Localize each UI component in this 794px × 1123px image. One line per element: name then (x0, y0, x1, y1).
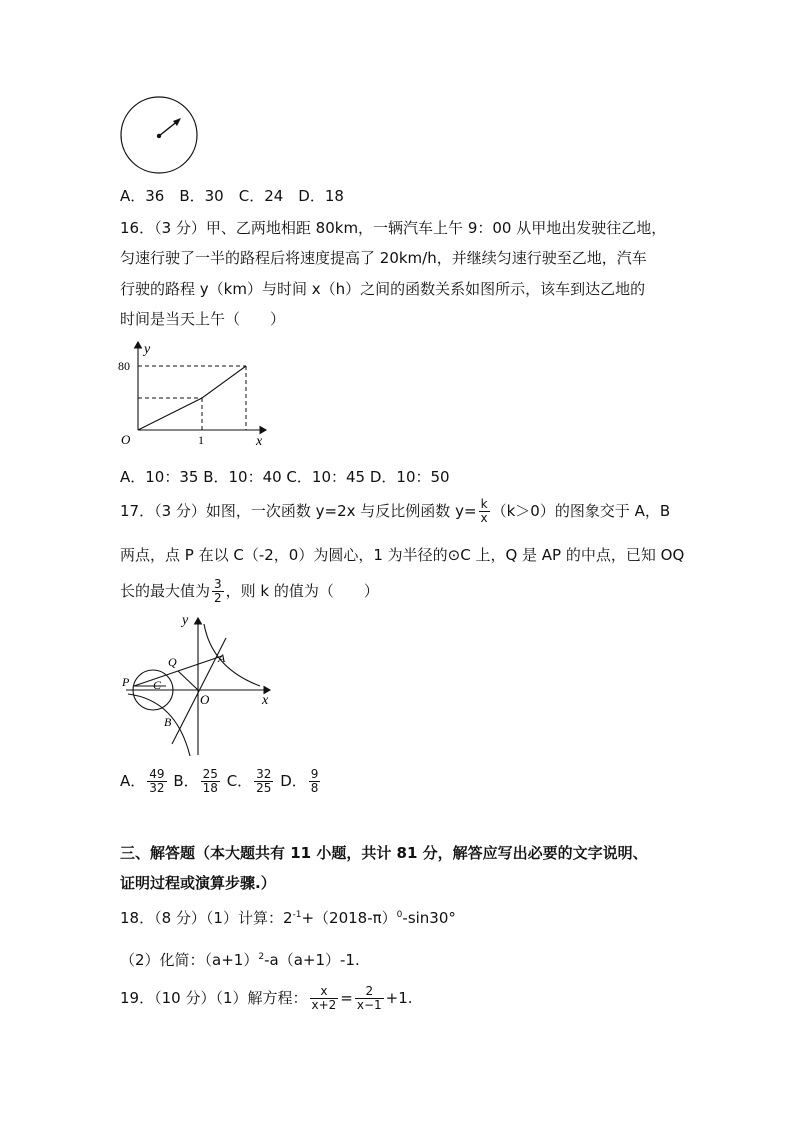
q18-p1-exp1: -1 (292, 910, 302, 920)
q19-line (120, 985, 413, 1012)
q18-p2-b: -a（a+1）-1. (264, 951, 360, 969)
label-a: A (218, 651, 226, 665)
label-c: C (153, 678, 162, 692)
label-b: B (164, 715, 172, 729)
hyperbola-upper (204, 624, 260, 686)
q16-graph (116, 338, 276, 450)
segment-oq (178, 671, 198, 690)
q19-f1-den: x+2 (311, 998, 337, 1012)
q19-a: 19．（10 分）（1）解方程： (120, 989, 308, 1007)
q19-f2-num: 2 (355, 985, 384, 999)
section-3-heading-line-2: 证明过程或演算步骤.） (120, 874, 276, 892)
q17-a-num: 49 (149, 767, 165, 781)
q18-p1-a: 18．（8 分）（1）计算：2 (120, 909, 293, 927)
k-num: k (479, 498, 490, 512)
q18-p1-c: -sin30° (402, 909, 456, 927)
label-q: Q (168, 655, 177, 669)
x-axis-label: x (256, 434, 263, 449)
q17-b-den: 18 (202, 781, 218, 795)
q19-tail: +1. (385, 989, 413, 1007)
section-3-heading-line-1: 三、解答题（本大题共有 11 小题，共计 81 分，解答应写出必要的文字说明、 (120, 844, 648, 862)
q18-p2-a: （2）化简：（a+1） (120, 951, 259, 969)
q17-line-1 (120, 498, 670, 525)
k-over-x-fraction (479, 498, 490, 525)
q17-opt-d-fraction (309, 768, 321, 795)
max-den: 2 (214, 591, 222, 605)
q17-opt-a-fraction (147, 768, 166, 795)
q17-a-den: 32 (149, 781, 165, 795)
q19-fraction-2 (355, 985, 384, 1012)
q15-options: A．36 B．30 C．24 D．18 (120, 187, 344, 205)
q18-p1-exp2: 0 (396, 910, 403, 920)
q17-line3-b: ，则 k 的值为（ ） (225, 582, 379, 600)
max-num: 3 (214, 577, 222, 591)
q17-opt-c-fraction (254, 768, 273, 795)
q17-opt-c-label: C． (226, 772, 253, 790)
q17-line1-a: 17．（3 分）如图，一次函数 y=2x 与反比例函数 y= (120, 502, 477, 520)
q17-line1-b: （k＞0）的图象交于 A，B (491, 502, 671, 520)
q18-p2-exp: 2 (258, 952, 265, 962)
q17-d-den: 8 (310, 781, 319, 795)
q19-eq: = (340, 989, 353, 1007)
y-tick-80: 80 (118, 359, 130, 373)
q16-line-3: 行驶的路程 y（km）与时间 x（h）之间的函数关系如图所示，该车到达乙地的 (120, 280, 646, 298)
label-p: P (122, 675, 130, 689)
q17-line-3 (120, 578, 379, 605)
max-fraction (212, 578, 224, 605)
q17-line-2: 两点，点 P 在以 C（-2，0）为圆心，1 为半径的⊙C 上，Q 是 AP 的中点，已知 OQ (120, 546, 685, 564)
q17-opt-a-label: A． (120, 772, 146, 790)
arrow-head-icon (173, 118, 181, 126)
q16-line-4: 时间是当天上午（ ） (120, 310, 286, 328)
label-o: O (200, 692, 210, 707)
q17-d-num: 9 (310, 767, 319, 781)
q17-opt-b-label: B． (173, 772, 199, 790)
label-y: y (182, 613, 189, 628)
q19-fraction-1 (310, 985, 339, 1012)
q17-line3-a: 长的最大值为 (120, 582, 211, 600)
q17-opt-d-label: D． (280, 772, 307, 790)
q17-c-den: 25 (256, 781, 272, 795)
q19-f2-den: x−1 (356, 998, 382, 1012)
origin-label: O (121, 432, 131, 447)
label-x: x (262, 693, 269, 708)
q19-f1-num: x (310, 985, 339, 999)
q18-p1-b: +（2018-π） (301, 909, 397, 927)
q16-options: A．10：35 B．10：40 C．10：45 D．10：50 (120, 468, 450, 486)
q17-c-num: 32 (256, 767, 272, 781)
q17-opt-b-fraction (201, 768, 220, 795)
q16-line-2: 匀速行驶了一半的路程后将速度提高了 20km/h，并继续匀速行驶至乙地，汽车 (120, 249, 647, 267)
circle-figure (118, 96, 202, 176)
q17-b-num: 25 (202, 767, 218, 781)
q16-line-1: 16．（3 分）甲、乙两地相距 80km，一辆汽车上午 9：00 从甲地出发驶往乙地， (120, 219, 667, 237)
hyperbola-lower (128, 694, 190, 756)
k-den: x (480, 511, 488, 525)
q18-part-1 (120, 908, 456, 928)
q18-part-2 (120, 950, 360, 970)
q17-figure (118, 610, 278, 760)
y-axis-label: y (144, 342, 151, 357)
x-tick-1: 1 (198, 433, 204, 447)
q17-options (120, 768, 322, 795)
